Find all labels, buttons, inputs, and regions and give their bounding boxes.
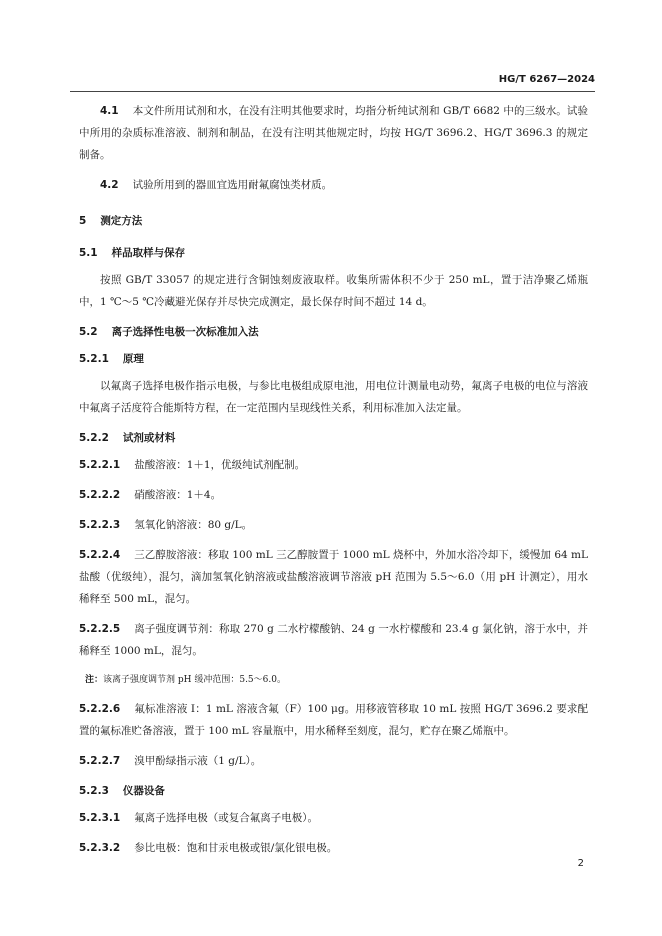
clause-text: 参比电极：饱和甘汞电极或银/氯化银电极。 [134, 842, 338, 854]
header-divider [70, 91, 595, 92]
clause-number: 4.2 [100, 179, 119, 191]
clause-5-2-2-2 [79, 484, 588, 506]
section-5-1-heading [79, 242, 588, 264]
note-label: 注： [85, 675, 104, 685]
clause-5-2-3-1 [79, 807, 588, 829]
clause-text: 盐酸溶液：1＋1，优级纯试剂配制。 [134, 459, 306, 471]
clause-number: 5.2.2.1 [79, 459, 121, 471]
clause-text: 试验所用到的器皿宜选用耐氟腐蚀类材质。 [132, 179, 333, 191]
section-title: 样品取样与保存 [111, 247, 186, 259]
clause-5-2-2-1 [79, 454, 588, 476]
section-number: 5 [79, 215, 87, 227]
section-number: 5.2 [79, 326, 98, 338]
clause-text: 本文件所用试剂和水，在没有注明其他要求时，均指分析纯试剂和 GB/T 6682 中的三级水。试验中所用的杂质标准溶液、制剂和制品，在没有注明其他规定时，均按 HG/T 3696.2、HG/T 3696.3 的规定制备。 [79, 105, 588, 161]
clause-number: 5.2.2.7 [79, 755, 121, 767]
clause-number: 5.2.2.3 [79, 519, 121, 531]
clause-text: 离子强度调节剂：称取 270 g 二水柠檬酸钠、24 g 一水柠檬酸和 23.4 g 氯化钠，溶于水中，并稀释至 1000 mL，混匀。 [79, 623, 588, 657]
section-5-2-3-heading [79, 780, 588, 802]
clause-4-2 [79, 174, 588, 196]
section-5-2-1-heading [79, 348, 588, 370]
clause-number: 5.2.3.2 [79, 842, 121, 854]
clause-text: 硝酸溶液：1＋4。 [134, 489, 222, 501]
clause-4-1 [79, 100, 588, 166]
section-title: 原理 [122, 353, 144, 365]
clause-number: 5.2.2.4 [79, 549, 121, 561]
clause-text: 氟离子选择电极（或复合氟离子电极）。 [134, 812, 318, 824]
section-number: 5.1 [79, 247, 98, 259]
clause-5-2-2-7 [79, 750, 588, 772]
clause-number: 5.2.3.1 [79, 812, 121, 824]
clause-number: 4.1 [100, 105, 119, 117]
document-id: HG/T 6267—2024 [498, 74, 595, 85]
section-5-2-heading [79, 321, 588, 343]
clause-5-1-text: 按照 GB/T 33057 的规定进行含铜蚀刻废液取样。收集所需体积不少于 250 mL，置于洁净聚乙烯瓶中，1 ℃～5 ℃冷藏避光保存并尽快完成测定，最长保存时间不超过 14 d。 [79, 274, 588, 308]
clause-number: 5.2.2.6 [79, 703, 121, 715]
clause-text: 三乙醇胺溶液：移取 100 mL 三乙醇胺置于 1000 mL 烧杯中，外加水浴冷却下，缓慢加 64 mL 盐酸（优级纯），混匀，滴加氢氧化钠溶液或盐酸溶液调节溶液 pH 范围为 5.5～6.0（用 pH 计测定），用水稀释至 500 mL，混匀。 [79, 549, 588, 605]
page-number: 2 [577, 858, 584, 869]
clause-5-2-2-6 [79, 698, 588, 742]
clause-5-2-2-4 [79, 544, 588, 610]
section-number: 5.2.3 [79, 785, 109, 797]
clause-text: 氟标准溶液 I：1 mL 溶液含氟（F）100 μg。用移液管移取 10 mL 按照 HG/T 3696.2 要求配置的氟标准贮备溶液，置于 100 mL 容量瓶中，用水稀释至刻度，混匀，贮存在聚乙烯瓶中。 [79, 703, 588, 737]
note [85, 670, 588, 690]
section-title: 仪器设备 [122, 785, 165, 797]
section-title: 测定方法 [100, 215, 143, 227]
clause-5-2-2-5 [79, 618, 588, 662]
section-title: 离子选择性电极一次标准加入法 [111, 326, 259, 338]
clause-5-2-2-3 [79, 514, 588, 536]
clause-5-2-3-2 [79, 837, 588, 859]
section-5-heading [79, 210, 588, 232]
clause-number: 5.2.2.2 [79, 489, 121, 501]
clause-text: 溴甲酚绿指示液（1 g/L）。 [134, 755, 262, 767]
clause-5-2-1-text: 以氟离子选择电极作指示电极，与参比电极组成原电池，用电位计测量电动势，氟离子电极的电位与溶液中氟离子活度符合能斯特方程，在一定范围内呈现线性关系，利用标准加入法定量。 [79, 380, 588, 414]
note-text: 该离子强度调节剂 pH 缓冲范围：5.5～6.0。 [103, 675, 286, 685]
section-number: 5.2.1 [79, 353, 109, 365]
section-title: 试剂或材料 [122, 432, 176, 444]
document-body [79, 100, 588, 867]
clause-number: 5.2.2.5 [79, 623, 121, 635]
clause-text: 氢氧化钠溶液：80 g/L。 [134, 519, 253, 531]
section-number: 5.2.2 [79, 432, 109, 444]
section-5-2-2-heading [79, 427, 588, 449]
